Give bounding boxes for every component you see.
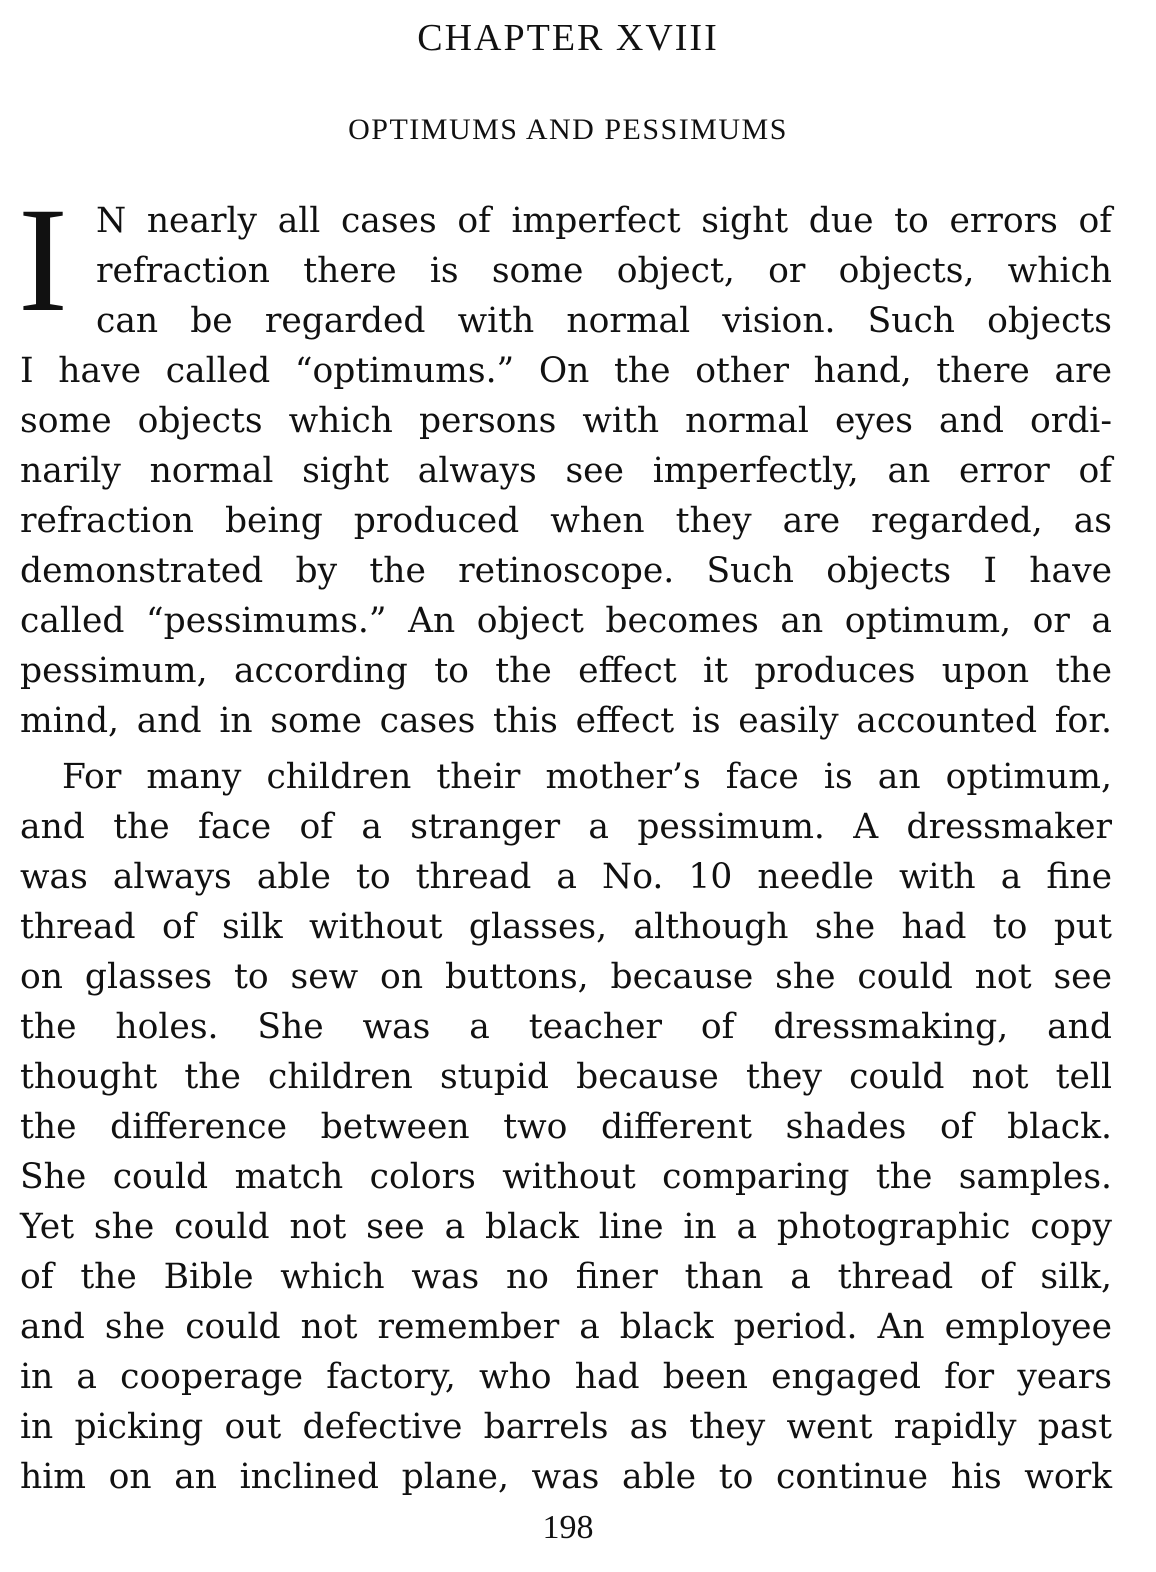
- text-line: was always able to thread a No. 10 needle with a fine: [20, 857, 1112, 897]
- text-line: in picking out defective barrels as they went rapidly past: [20, 1407, 1112, 1447]
- text-line: on glasses to sew on buttons, because she could not see: [20, 957, 1112, 997]
- chapter-number: CHAPTER XVIII: [417, 17, 719, 59]
- text-line: For many children their mother’s face is an optimum,: [62, 757, 1112, 797]
- text-line: demonstrated by the retinoscope. Such objects I have: [20, 551, 1112, 591]
- text-line: thread of silk without glasses, although she had to put: [20, 907, 1112, 947]
- text-line: I have called “optimums.” On the other hand, there are: [20, 351, 1112, 391]
- text-line: him on an inclined plane, was able to continue his work: [20, 1457, 1112, 1497]
- text-line: refraction there is some object, or objects, which: [96, 251, 1112, 291]
- drop-cap: I: [18, 177, 68, 343]
- text-line: She could match colors without comparing the samples.: [20, 1157, 1112, 1197]
- text-line: called “pessimums.” An object becomes an optimum, or a: [20, 601, 1112, 641]
- text-line: and the face of a stranger a pessimum. A dressmaker: [20, 807, 1112, 847]
- text-line: can be regarded with normal vision. Such objects: [96, 301, 1112, 341]
- page-number: 198: [542, 1509, 594, 1546]
- text-line: of the Bible which was no finer than a thread of silk,: [20, 1257, 1112, 1297]
- text-line: the difference between two different shades of black.: [20, 1107, 1112, 1147]
- text-line: some objects which persons with normal eyes and ordi-: [20, 401, 1112, 441]
- text-line: the holes. She was a teacher of dressmaking, and: [20, 1007, 1112, 1047]
- text-line: mind, and in some cases this effect is easily accounted for.: [20, 701, 1112, 741]
- text-line: narily normal sight always see imperfectly, an error of: [20, 451, 1112, 491]
- text-line: pessimum, according to the effect it produces upon the: [20, 651, 1112, 691]
- text-line: thought the children stupid because they could not tell: [20, 1057, 1112, 1097]
- text-line: and she could not remember a black period. An employee: [20, 1307, 1112, 1347]
- text-line: refraction being produced when they are regarded, as: [20, 501, 1112, 541]
- chapter-title: OPTIMUMS AND PESSIMUMS: [348, 113, 788, 146]
- text-line: in a cooperage factory, who had been engaged for years: [20, 1357, 1112, 1397]
- text-line: N nearly all cases of imperfect sight due to errors of: [96, 201, 1112, 241]
- text-line: Yet she could not see a black line in a photographic copy: [20, 1207, 1112, 1247]
